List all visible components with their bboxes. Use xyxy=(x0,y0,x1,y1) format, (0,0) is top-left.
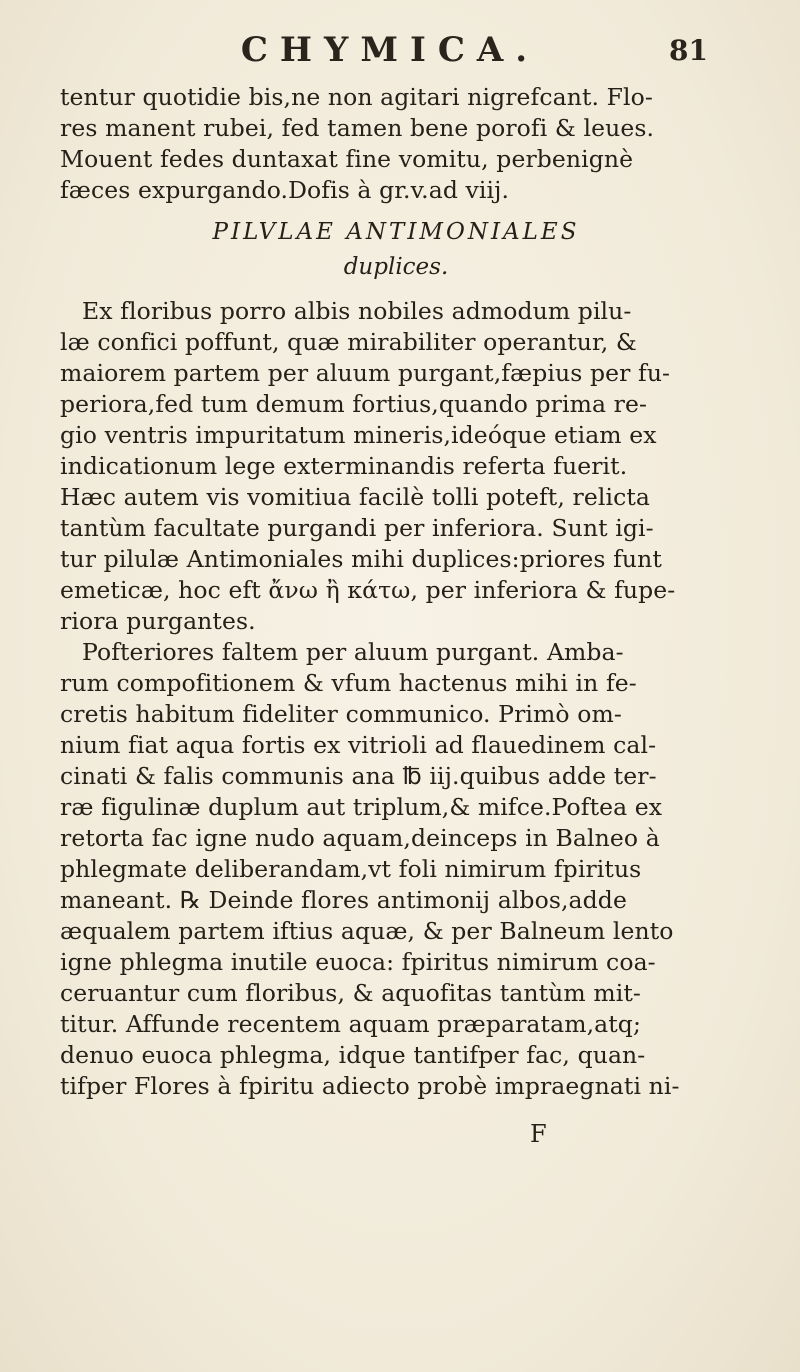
text-line: Ex floribus porro albis nobiles admodum pilu- xyxy=(82,297,632,325)
text-line: retorta fac igne nudo aquam,deinceps in Balneo à xyxy=(60,824,660,852)
text-line: maneant. ℞ Deinde flores antimonij albos,adde xyxy=(60,886,627,914)
text-line: fæces expurgando.Dofis à gr.v.ad viij. xyxy=(60,176,510,204)
text-line: Hæc autem vis vomitiua facilè tolli poteft, relicta xyxy=(60,483,650,511)
text-line: res manent rubei, fed tamen bene porofi & leues. xyxy=(60,114,655,142)
text-line: denuo euoca phlegma, idque tantifper fac, quan- xyxy=(60,1041,646,1069)
section-subtitle: duplices. xyxy=(343,254,449,280)
text-line: tifper Flores à fpiritu adiecto probè impraegnati ni- xyxy=(60,1072,680,1100)
text-line: Pofteriores faltem per aluum purgant. Amba- xyxy=(82,638,624,666)
text-line: periora,fed tum demum fortius,quando prima re- xyxy=(60,390,648,418)
signature-mark: F xyxy=(530,1120,547,1148)
text-line: emeticæ, hoc eft ἄνω ἢ κάτω, per inferiora & fupe- xyxy=(60,576,676,604)
text-line: phlegmate deliberandam,vt foli nimirum fpiritus xyxy=(60,855,642,883)
text-line: ceruantur cum floribus, & aquofitas tantùm mit- xyxy=(60,979,641,1007)
text-block xyxy=(60,82,732,1102)
text-line: tantùm facultate purgandi per inferiora. Sunt igi- xyxy=(60,514,654,542)
page-header xyxy=(0,28,800,80)
text-line: æqualem partem iftius aquæ, & per Balneum lento xyxy=(60,917,674,945)
text-line: tentur quotidie bis,ne non agitari nigrefcant. Flo- xyxy=(60,83,653,111)
text-line: gio ventris impuritatum mineris,ideóque etiam ex xyxy=(60,421,657,449)
text-line: indicationum lege exterminandis referta fuerit. xyxy=(60,452,628,480)
text-line: titur. Affunde recentem aquam præparatam,atq; xyxy=(60,1010,641,1038)
text-line: Mouent fedes duntaxat fine vomitu, perbenignè xyxy=(60,145,634,173)
text-line: igne phlegma inutile euoca: fpiritus nimirum coa- xyxy=(60,948,656,976)
text-line: læ confici poffunt, quæ mirabiliter operantur, & xyxy=(60,328,637,356)
text-line: ræ figulinæ duplum aut triplum,& mifce.Poftea ex xyxy=(60,793,663,821)
text-line: rum compofitionem & vfum hactenus mihi in fe- xyxy=(60,669,637,697)
text-line: tur pilulæ Antimoniales mihi duplices:priores funt xyxy=(60,545,662,573)
text-line: maiorem partem per aluum purgant,fæpius per fu- xyxy=(60,359,671,387)
text-line: nium fiat aqua fortis ex vitrioli ad flauedinem cal- xyxy=(60,731,657,759)
text-line: cinati & falis communis ana ℔ iij.quibus adde ter- xyxy=(60,762,657,790)
running-head: CHYMICA. xyxy=(240,30,540,70)
section-title: PILVLAE ANTIMONIALES xyxy=(212,219,580,245)
page-number: 81 xyxy=(669,34,708,67)
text-line: cretis habitum fideliter communico. Primò om- xyxy=(60,700,622,728)
text-line: riora purgantes. xyxy=(60,607,256,635)
